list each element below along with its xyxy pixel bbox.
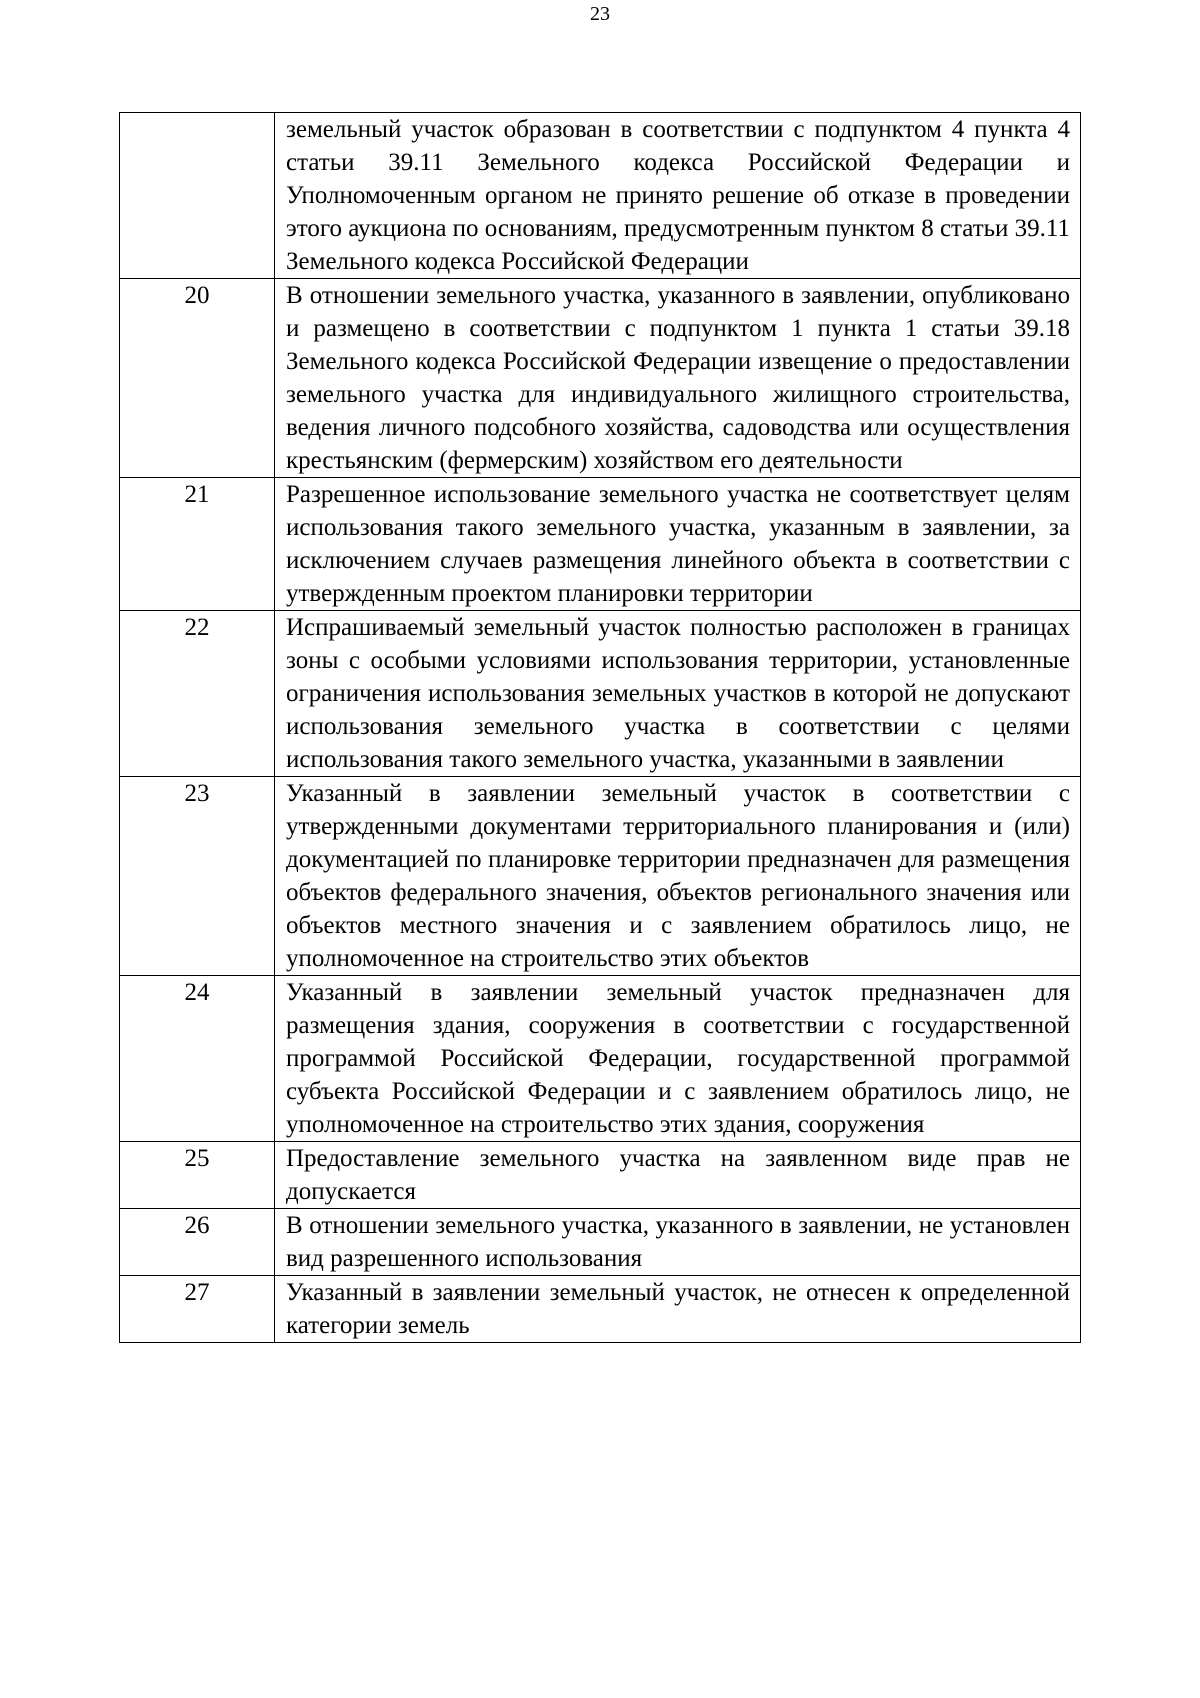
row-number-cell — [120, 113, 275, 279]
row-text-cell: земельный участок образован в соответствии с подпунктом 4 пункта 4 статьи 39.11 Земельного кодекса Российской Федерации и Уполномоченным органом не принято решение об отказе в проведении этого аукциона по основаниям, предусмотренным пунктом 8 статьи 39.11 Земельного кодекса Российской Федерации — [275, 113, 1081, 279]
row-text-cell: Разрешенное использование земельного участка не соответствует целям использования такого земельного участка, указанным в заявлении, за исключением случаев размещения линейного объекта в соответствии с утвержденным проектом планировки территории — [275, 478, 1081, 611]
row-number-cell: 21 — [120, 478, 275, 611]
row-text-cell: В отношении земельного участка, указанного в заявлении, опубликовано и размещено в соответствии с подпунктом 1 пункта 1 статьи 39.18 Земельного кодекса Российской Федерации извещение о предоставлении земельного участка для индивидуального жилищного строительства, ведения личного подсобного хозяйства, садоводства или осуществления крестьянским (фермерским) хозяйством его деятельности — [275, 279, 1081, 478]
page-number: 23 — [590, 3, 610, 25]
row-number-cell: 24 — [120, 976, 275, 1142]
table-row — [120, 611, 1081, 777]
row-text-cell: Указанный в заявлении земельный участок в соответствии с утвержденными документами территориального планирования и (или) документацией по планировке территории предназначен для размещения объектов федерального значения, объектов регионального значения или объектов местного значения и с заявлением обратилось лицо, не уполномоченное на строительство этих объектов — [275, 777, 1081, 976]
table-row — [120, 777, 1081, 976]
row-number-cell: 23 — [120, 777, 275, 976]
row-number-cell: 20 — [120, 279, 275, 478]
table-row — [120, 1276, 1081, 1343]
table-row — [120, 279, 1081, 478]
row-number-cell: 25 — [120, 1142, 275, 1209]
row-text-cell: Испрашиваемый земельный участок полностью расположен в границах зоны с особыми условиями использования территории, установленные ограничения использования земельных участков в которой не допускают использования земельного участка в соответствии с целями использования такого земельного участка, указанными в заявлении — [275, 611, 1081, 777]
row-text-cell: Предоставление земельного участка на заявленном виде прав не допускается — [275, 1142, 1081, 1209]
table-row — [120, 478, 1081, 611]
table-row — [120, 1209, 1081, 1276]
row-text-cell: Указанный в заявлении земельный участок, не отнесен к определенной категории земель — [275, 1276, 1081, 1343]
grounds-for-refusal-table — [119, 112, 1081, 1343]
row-text-cell: В отношении земельного участка, указанного в заявлении, не установлен вид разрешенного использования — [275, 1209, 1081, 1276]
table-row — [120, 976, 1081, 1142]
row-number-cell: 22 — [120, 611, 275, 777]
row-text-cell: Указанный в заявлении земельный участок предназначен для размещения здания, сооружения в соответствии с государственной программой Российской Федерации, государственной программой субъекта Российской Федерации и с заявлением обратилось лицо, не уполномоченное на строительство этих здания, сооружения — [275, 976, 1081, 1142]
row-number-cell: 27 — [120, 1276, 275, 1343]
document-table-container — [119, 112, 1081, 1343]
table-row — [120, 113, 1081, 279]
table-row — [120, 1142, 1081, 1209]
row-number-cell: 26 — [120, 1209, 275, 1276]
